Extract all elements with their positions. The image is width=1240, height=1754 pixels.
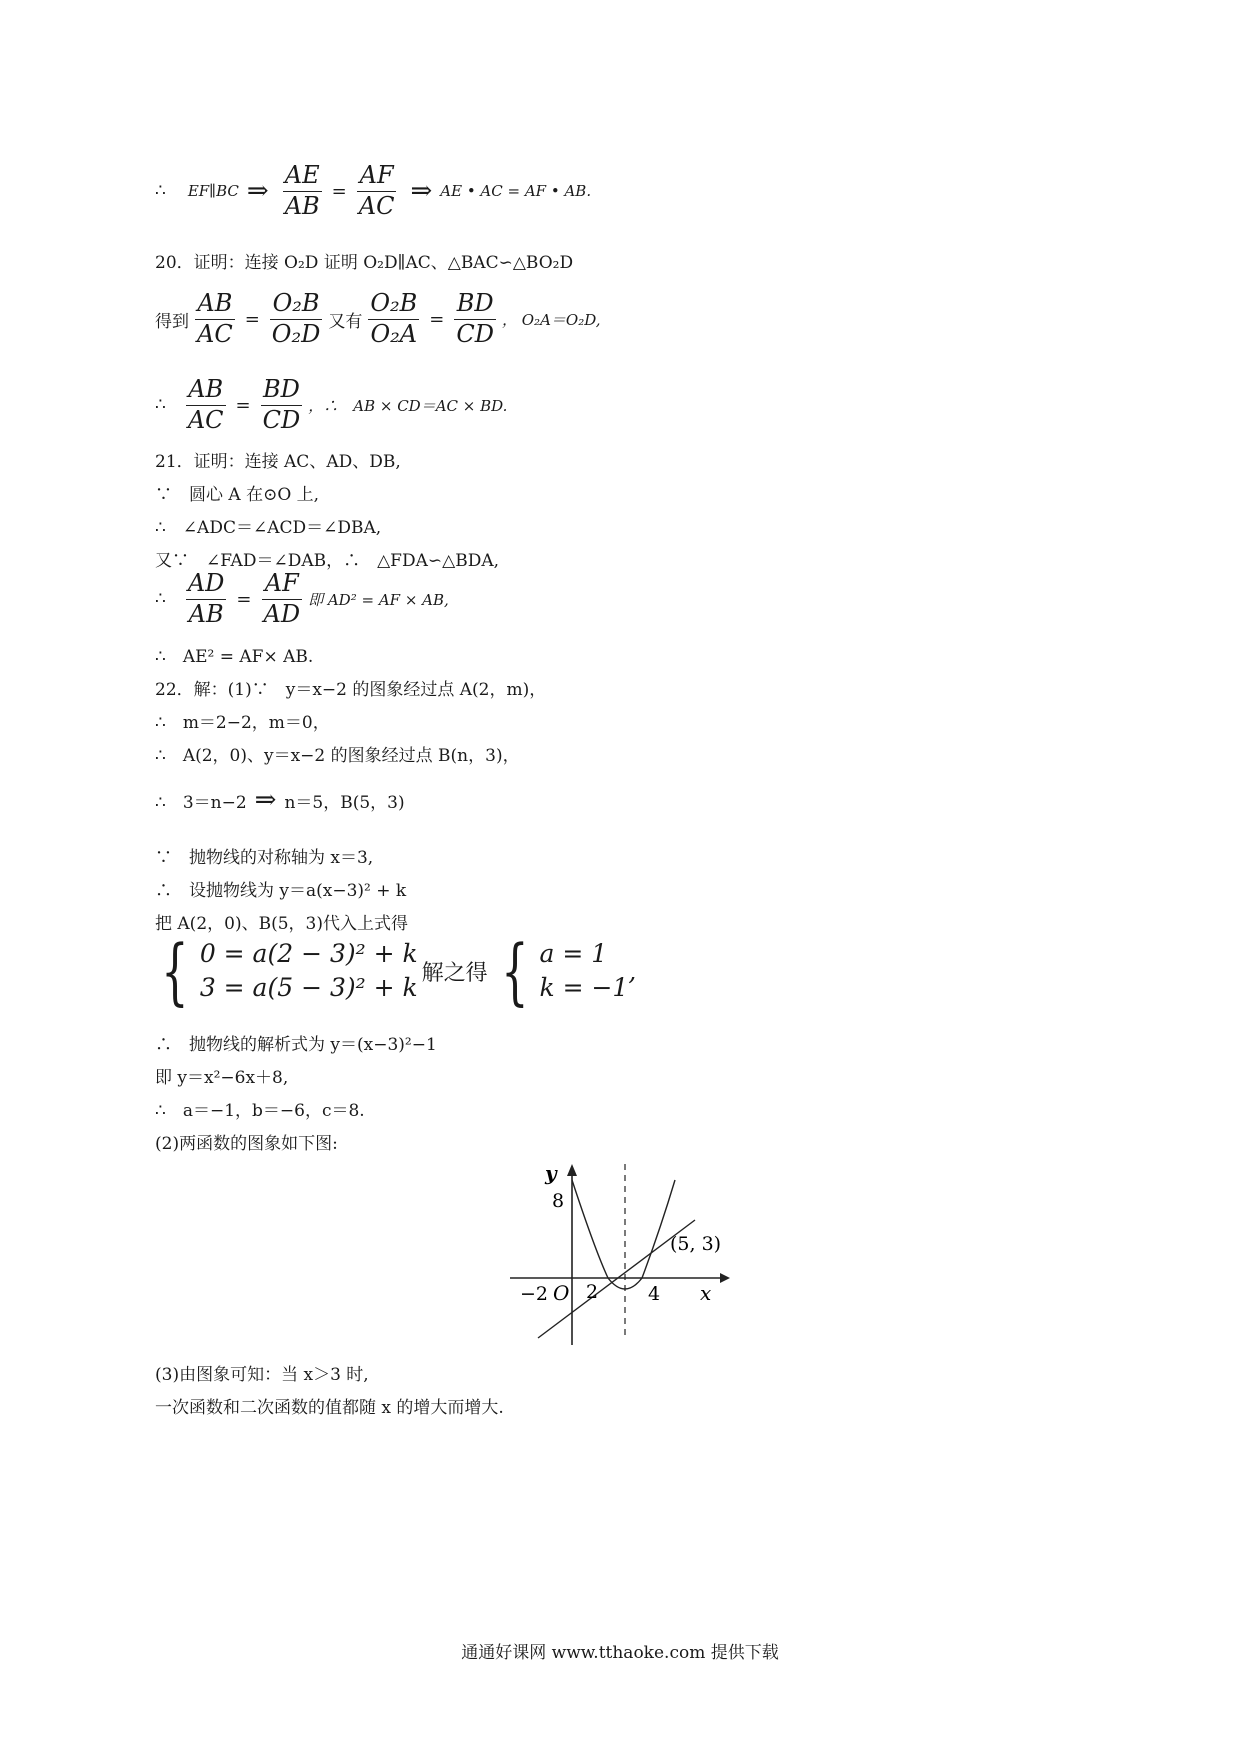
n-value-line xyxy=(155,785,405,815)
fraction-ae-ab: $\frac{AE}{AB}$ xyxy=(284,161,320,220)
fraction-af-ad: $\frac{AF}{AD}$ xyxy=(263,569,301,628)
fraction-bd-cd: $\frac{BD}{CD}$ xyxy=(262,375,301,434)
m-value-line: ∴ m＝2−2，m＝0， xyxy=(155,713,330,733)
point-a-line: ∴ A(2，0)、y＝x−2 的图象经过点 B(n，3)， xyxy=(155,746,520,766)
system-eq-2: 3 = a(5 − 3)² + k xyxy=(199,973,418,1002)
line-get-ratio xyxy=(155,290,600,348)
line-ad-ab-ratio xyxy=(155,570,449,628)
parabola-expression-line: ∴ 抛物线的解析式为 y＝(x−3)²−1 xyxy=(155,1035,437,1055)
solution-k: k = −1 xyxy=(539,973,629,1002)
angle-equal-line: ∴ ∠ADC＝∠ACD＝∠DBA, xyxy=(155,518,382,538)
equals: = xyxy=(235,394,251,416)
equals: = xyxy=(331,180,347,202)
fraction-ab-ac: $\frac{AB}{AC}$ xyxy=(187,375,224,434)
tick-label-x2: 2 xyxy=(586,1281,599,1303)
fraction-bd-cd: $\frac{BD}{CD}$ xyxy=(456,289,494,348)
fraction-af-ac: $\frac{AF}{AC}$ xyxy=(358,161,395,220)
implies-arrow: ⇒ xyxy=(246,176,269,207)
therefore-symbol: ∴ xyxy=(155,589,166,610)
coefficients-line: ∴ a＝−1，b＝−6，c＝8. xyxy=(155,1101,365,1121)
o2a-o2d: ， O₂A＝O₂D, xyxy=(501,310,601,329)
equals: = xyxy=(236,588,252,610)
point-b-label: (5, 3) xyxy=(670,1233,722,1255)
substitute-line: 把 A(2，0)、B(5，3)代入上式得 xyxy=(155,914,408,934)
equals: = xyxy=(244,308,260,330)
system-end: , xyxy=(628,956,637,986)
ae-ac-af-ab: AE • AC = AF • AB. xyxy=(440,182,592,201)
y-axis-label: y xyxy=(545,1161,557,1185)
fraction-ab-ac: $\frac{AB}{AC}$ xyxy=(197,289,233,348)
function-graph xyxy=(500,1160,740,1350)
axis-of-symmetry-line: ∵ 抛物线的对称轴为 x＝3, xyxy=(155,848,374,868)
system-equations xyxy=(200,937,418,1005)
expanded-form-line: 即 y＝x²−6x＋8, xyxy=(155,1068,289,1088)
circle-center-line: ∵ 圆心 A 在⊙O 上, xyxy=(155,485,320,505)
x-axis-arrow xyxy=(720,1273,730,1283)
implies-arrow-2: ⇒ xyxy=(410,176,433,207)
graph-intro-line: (2)两函数的图象如下图: xyxy=(155,1134,338,1154)
equals: = xyxy=(429,308,445,330)
origin-label: O xyxy=(553,1281,570,1305)
system-eq-1: 0 = a(2 − 3)² + k xyxy=(199,939,418,969)
fraction-ad-ab: $\frac{AD}{AB}$ xyxy=(187,569,225,628)
assume-parabola-line: ∴ 设抛物线为 y＝a(x−3)² + k xyxy=(155,881,407,901)
left-brace: { xyxy=(161,929,189,1013)
text-youyou: 又有 xyxy=(328,311,363,332)
line-ef-parallel xyxy=(155,162,591,220)
footer-text: 通通好课网 www.tthaoke.com 提供下载 xyxy=(461,1643,779,1663)
implies-arrow: ⇒ xyxy=(254,785,277,815)
problem-21-line: 21．证明：连接 AC、AD、DB, xyxy=(155,452,401,472)
y-axis-arrow xyxy=(567,1164,577,1176)
system-solution xyxy=(539,937,628,1005)
solve-text: 解之得 xyxy=(421,960,488,986)
left-brace-2: { xyxy=(500,929,529,1013)
tick-label-y8: 8 xyxy=(552,1190,565,1212)
parabola-curve xyxy=(572,1180,675,1289)
fraction-o2b-o2a: $\frac{\text{O₂B}}{\text{O₂A}}$ xyxy=(370,289,418,348)
n-result-text: n＝5，B(5，3) xyxy=(284,792,405,813)
equation-system xyxy=(152,929,637,1013)
ab-cd-ac-bd: ，∴ AB × CD＝AC × BD. xyxy=(308,396,508,415)
similar-triangle-line: 又∵ ∠FAD＝∠DAB，∴ △FDA∽△BDA, xyxy=(155,551,500,571)
tick-label-x4: 4 xyxy=(648,1283,661,1305)
n-eq-text: ∴ 3＝n−2 xyxy=(155,792,247,813)
line-therefore-ab-cd xyxy=(155,376,507,434)
x-axis-label: x xyxy=(700,1281,712,1305)
solution-a: a = 1 xyxy=(539,939,608,969)
problem-22-line: 22．解：(1)∵ y＝x−2 的图象经过点 A(2，m)， xyxy=(155,680,547,700)
problem-20-line: 20．证明：连接 O₂D 证明 O₂D∥AC、△BAC∽△BO₂D xyxy=(155,253,574,273)
fraction-o2b-o2d: $\frac{\text{O₂B}}{\text{O₂D}}$ xyxy=(271,289,321,348)
tick-label-xm2: −2 xyxy=(520,1283,549,1305)
conclusion-line-2: 一次函数和二次函数的值都随 x 的增大而增大. xyxy=(155,1398,504,1418)
ae-squared-line: ∴ AE² = AF× AB. xyxy=(155,647,314,667)
ef-bc-text: EF∥BC xyxy=(187,182,239,201)
therefore-symbol: ∴ xyxy=(155,395,166,416)
ad-squared: 即 AD² = AF × AB, xyxy=(308,590,449,609)
conclusion-line-1: (3)由图象可知：当 x＞3 时, xyxy=(155,1365,369,1385)
text-dedao: 得到 xyxy=(155,311,189,332)
therefore-symbol: ∴ xyxy=(155,181,166,202)
